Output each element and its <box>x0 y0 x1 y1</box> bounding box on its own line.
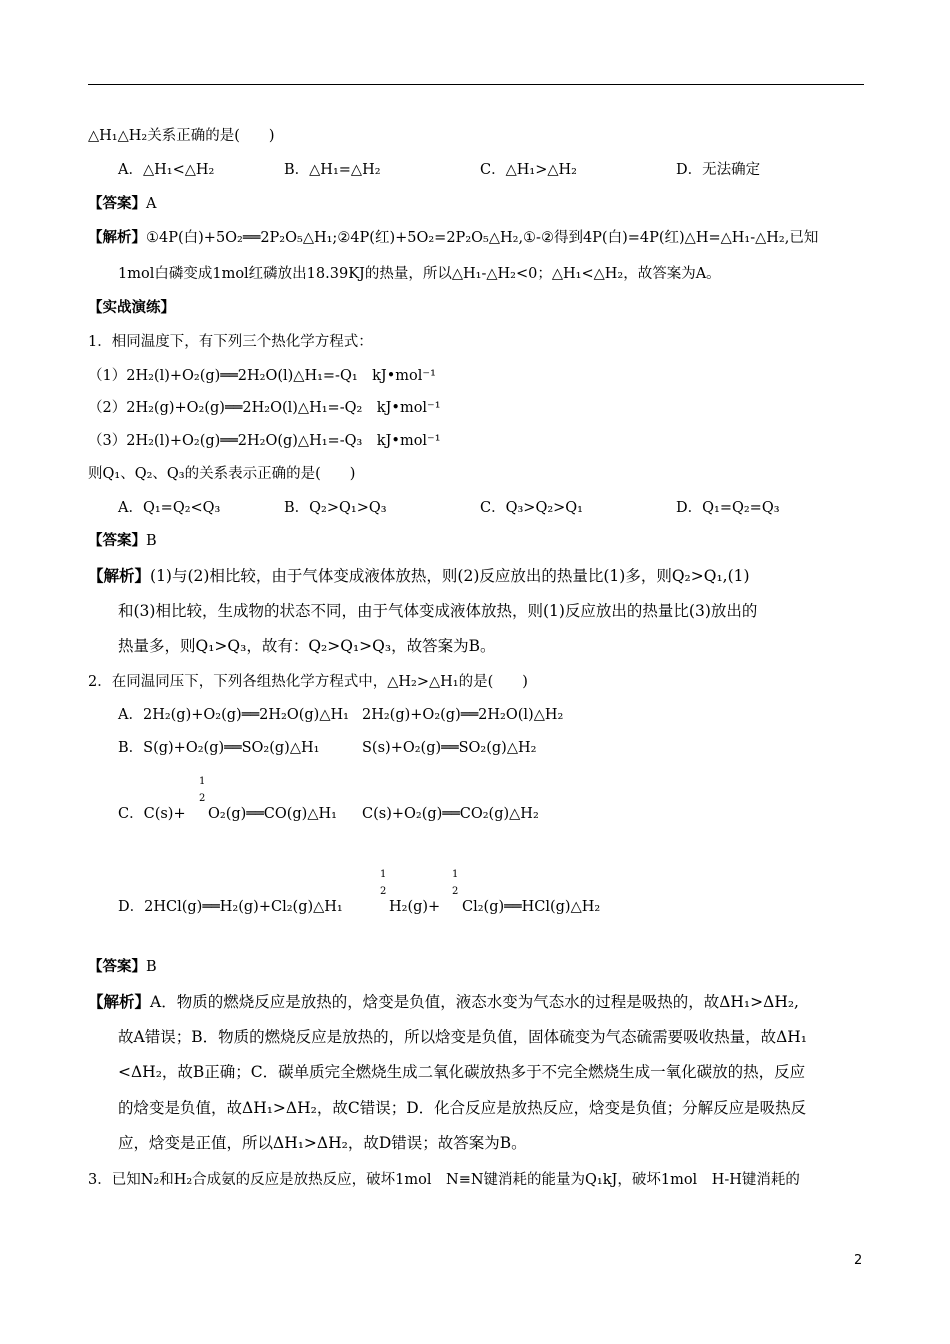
option-a-first: A．2H₂(g)+O₂(g)══2H₂O(g)△H₁ <box>118 707 349 723</box>
analysis-text: ①4P(白)+5O₂══2P₂O₅△H₁;②4P(红)+5O₂=2P₂O₅△H₂,①-②得到4P(白)=4P(红)△H=△H₁-△H₂,已知 <box>146 230 819 246</box>
question-stem: 2．在同温同压下，下列各组热化学方程式中，△H₂>△H₁的是( ) <box>88 674 528 690</box>
option-d-first: D．2HCl(g)══H₂(g)+Cl₂(g)△H₁ <box>118 899 343 915</box>
analysis-label: 【解析】 <box>88 567 151 585</box>
analysis-label: 【解析】 <box>88 230 146 246</box>
analysis-text: 应，焓变是正值，所以ΔH₁>ΔH₂，故D错误；故答案为B。 <box>118 1134 527 1152</box>
option-c: C．△H₁>△H₂ <box>480 162 577 178</box>
analysis-label: 【解析】 <box>88 993 151 1011</box>
fraction-numerator: 1 <box>380 869 387 880</box>
option-c-first-b: O₂(g)══CO(g)△H₁ <box>208 806 337 822</box>
analysis-text: 1mol白磷变成1mol红磷放出18.39KJ的热量，所以△H₁-△H₂<0；△H₁<△H₂，故答案为A。 <box>118 266 721 282</box>
answer-label: 【答案】 <box>88 959 146 975</box>
equation: （1）2H₂(l)+O₂(g)══2H₂O(l)△H₁=-Q₁ kJ•mol⁻¹ <box>88 368 436 384</box>
fraction-numerator: 1 <box>199 776 206 787</box>
analysis-text: 热量多，则Q₁>Q₃，故有：Q₂>Q₁>Q₃，故答案为B。 <box>118 637 496 655</box>
option-c-second: C(s)+O₂(g)══CO₂(g)△H₂ <box>362 806 539 822</box>
analysis-text: 和(3)相比较，生成物的状态不同，由于气体变成液体放热，则(1)反应放出的热量比(3)放出的 <box>118 602 758 620</box>
option-a-second: 2H₂(g)+O₂(g)══2H₂O(l)△H₂ <box>362 707 564 723</box>
option-c-first-a: C．C(s)+ <box>118 806 186 822</box>
answer-line <box>88 957 157 977</box>
option-d-second-b: Cl₂(g)══HCl(g)△H₂ <box>462 899 601 915</box>
analysis-line <box>88 992 799 1012</box>
fraction-numerator: 1 <box>452 869 459 880</box>
option-c: C．Q₃>Q₂>Q₁ <box>480 500 583 516</box>
option-b: B．Q₂>Q₁>Q₃ <box>284 500 387 516</box>
analysis-text: A．物质的燃烧反应是放热的，焓变是负值，液态水变为气态水的过程是吸热的，故ΔH₁>ΔH₂, <box>150 993 799 1011</box>
analysis-line <box>88 228 818 248</box>
answer-value: A <box>146 196 157 212</box>
answer-value: B <box>146 533 157 549</box>
analysis-text: (1)与(2)相比较，由于气体变成液体放热，则(2)反应放出的热量比(1)多，则Q₂>Q₁,(1) <box>150 567 750 585</box>
option-a: A．△H₁<△H₂ <box>118 162 215 178</box>
equation: （2）2H₂(g)+O₂(g)══2H₂O(l)△H₁=-Q₂ kJ•mol⁻¹ <box>88 400 441 416</box>
question-stem: 1．相同温度下，有下列三个热化学方程式： <box>88 334 373 350</box>
answer-line <box>88 531 157 551</box>
section-title: 【实战演练】 <box>88 300 175 316</box>
option-b-second: S(s)+O₂(g)══SO₂(g)△H₂ <box>362 740 537 756</box>
question-stem: 3．已知N₂和H₂合成氨的反应是放热反应，破坏1mol N≡N键消耗的能量为Q₁kJ，破坏1mol H-H键消耗的 <box>88 1172 800 1188</box>
option-a: A．Q₁=Q₂<Q₃ <box>118 500 221 516</box>
option-d: D．Q₁=Q₂=Q₃ <box>676 500 780 516</box>
option-b: B．△H₁=△H₂ <box>284 162 381 178</box>
answer-label: 【答案】 <box>88 533 146 549</box>
equation: （3）2H₂(l)+O₂(g)══2H₂O(g)△H₁=-Q₃ kJ•mol⁻¹ <box>88 433 441 449</box>
fraction-denominator: 2 <box>452 886 459 897</box>
option-d-second-a: H₂(g)+ <box>389 899 441 915</box>
question-ask: 则Q₁、Q₂、Q₃的关系表示正确的是( ) <box>88 466 356 482</box>
header-rule <box>88 84 864 85</box>
question-stem: △H₁△H₂关系正确的是( ) <box>88 128 275 144</box>
option-d: D．无法确定 <box>676 162 761 178</box>
answer-line <box>88 194 156 214</box>
analysis-line <box>88 566 750 586</box>
fraction-denominator: 2 <box>380 886 387 897</box>
analysis-text: <ΔH₂，故B正确；C．碳单质完全燃烧生成二氧化碳放热多于不完全燃烧生成一氧化碳放的热，反应 <box>118 1063 806 1081</box>
answer-value: B <box>146 959 157 975</box>
analysis-text: 故A错误；B．物质的燃烧反应是放热的，所以焓变是负值，固体硫变为气态硫需要吸收热量，故ΔH₁ <box>118 1028 808 1046</box>
fraction-denominator: 2 <box>199 793 206 804</box>
page-number: 2 <box>854 1253 863 1268</box>
option-b-first: B．S(g)+O₂(g)══SO₂(g)△H₁ <box>118 740 320 756</box>
answer-label: 【答案】 <box>88 196 146 212</box>
analysis-text: 的焓变是负值，故ΔH₁>ΔH₂，故C错误；D．化合反应是放热反应，焓变是负值；分解反应是吸热反 <box>118 1099 807 1117</box>
